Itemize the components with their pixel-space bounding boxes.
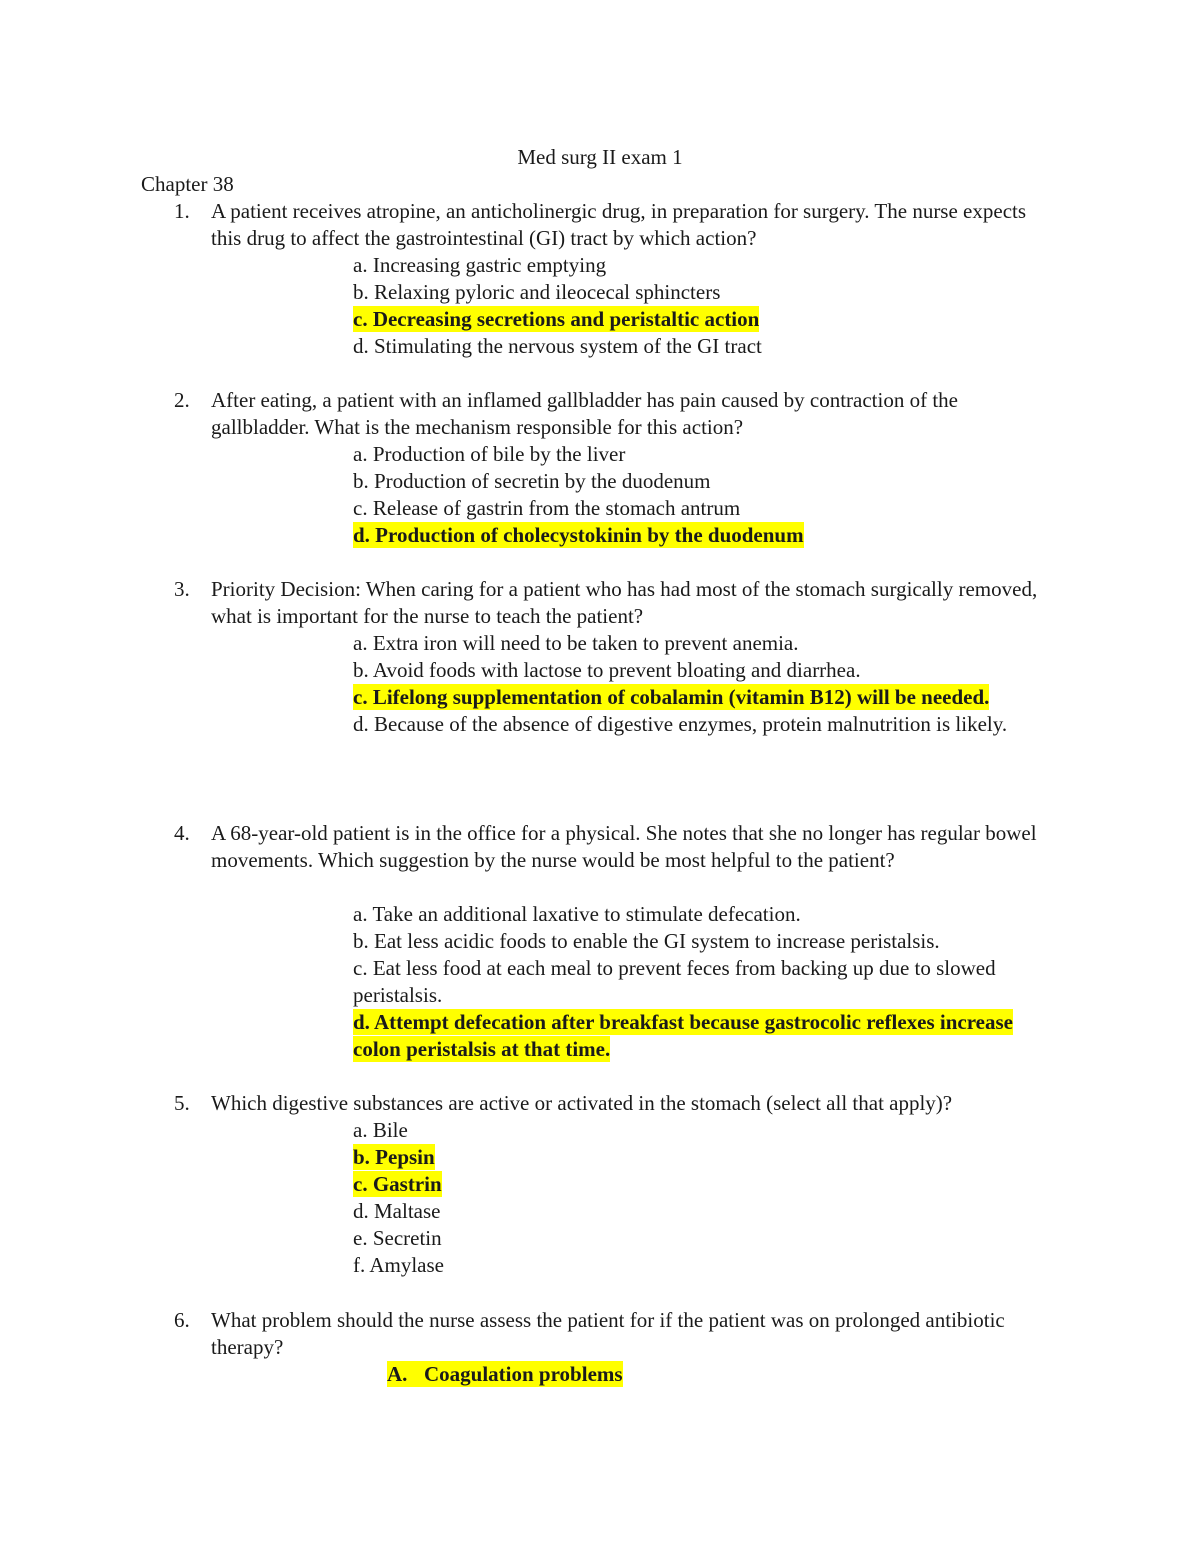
option-d-correct: d. Attempt defecation after breakfast because gastrocolic reflexes increase colon peristalsis at that time.	[353, 1010, 1013, 1061]
question-number: 2.	[174, 388, 190, 412]
option-d-correct: d. Production of cholecystokinin by the duodenum	[353, 523, 804, 547]
question-number: 4.	[174, 821, 190, 845]
option-a: a. Bile	[353, 1118, 408, 1142]
option-list	[353, 252, 1053, 360]
answer-letter: A.	[387, 1362, 408, 1386]
option-c-correct: c. Decreasing secretions and peristaltic action	[353, 307, 760, 331]
option-b: b. Production of secretin by the duodenum	[353, 469, 711, 493]
option-f: f. Amylase	[353, 1253, 444, 1277]
option-c-correct: c. Lifelong supplementation of cobalamin (vitamin B12) will be needed.	[353, 685, 990, 709]
question-text: Which digestive substances are active or activated in the stomach (select all that apply)?	[211, 1091, 953, 1115]
option-d: d. Because of the absence of digestive enzymes, protein malnutrition is likely.	[353, 712, 1008, 736]
option-b: b. Avoid foods with lactose to prevent bloating and diarrhea.	[353, 658, 861, 682]
question-number: 3.	[174, 577, 190, 601]
question-text: After eating, a patient with an inflamed gallbladder has pain caused by contraction of the gallbladder. What is the mechanism responsible for this action?	[211, 388, 958, 439]
question-text: A 68-year-old patient is in the office for a physical. She notes that she no longer has regular bowel movements. Which suggestion by the nurse would be most helpful to the patient?	[211, 821, 1037, 872]
option-b: b. Eat less acidic foods to enable the GI system to increase peristalsis.	[353, 929, 940, 953]
option-list	[353, 630, 1053, 738]
option-list	[353, 441, 1053, 549]
document-title: Med surg II exam 1	[517, 145, 683, 169]
answer-text: Coagulation problems	[424, 1362, 623, 1386]
option-list	[353, 1117, 1053, 1279]
question-text: What problem should the nurse assess the patient for if the patient was on prolonged antibiotic therapy?	[211, 1308, 1005, 1359]
question-number: 5.	[174, 1091, 190, 1115]
option-c: c. Release of gastrin from the stomach antrum	[353, 496, 741, 520]
chapter-heading: Chapter 38	[141, 172, 234, 196]
question-text: A patient receives atropine, an anticholinergic drug, in preparation for surgery. The nurse expects this drug to affect the gastrointestinal (GI) tract by which action?	[211, 199, 1027, 250]
option-e: e. Secretin	[353, 1226, 442, 1250]
option-d: d. Stimulating the nervous system of the GI tract	[353, 334, 762, 358]
option-a: a. Production of bile by the liver	[353, 442, 626, 466]
option-b-correct: b. Pepsin	[353, 1145, 435, 1169]
option-b: b. Relaxing pyloric and ileocecal sphincters	[353, 280, 721, 304]
answer-correct	[387, 1361, 623, 1388]
option-list	[353, 901, 1053, 1063]
option-c: c. Eat less food at each meal to prevent feces from backing up due to slowed peristalsis.	[353, 956, 996, 1007]
question-number: 1.	[174, 199, 190, 223]
option-a: a. Take an additional laxative to stimulate defecation.	[353, 902, 801, 926]
option-d: d. Maltase	[353, 1199, 441, 1223]
option-a: a. Increasing gastric emptying	[353, 253, 607, 277]
question-text: Priority Decision: When caring for a patient who has had most of the stomach surgically removed, what is important for the nurse to teach the patient?	[211, 577, 1038, 628]
option-a: a. Extra iron will need to be taken to prevent anemia.	[353, 631, 799, 655]
option-c-correct: c. Gastrin	[353, 1172, 442, 1196]
question-number: 6.	[174, 1308, 190, 1332]
